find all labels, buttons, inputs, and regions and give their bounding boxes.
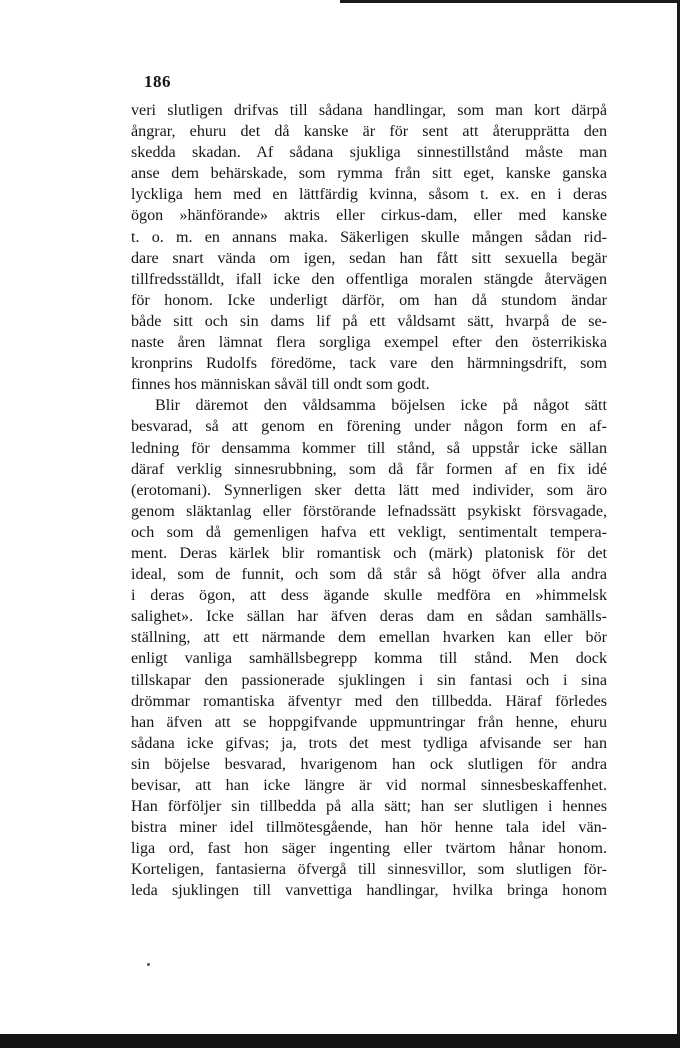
text-line: sin böjelse besvarad, hvarigenom han ock slutligen för andra <box>131 755 607 773</box>
text-line: genom släktanlag eller förstörande lefnadssätt psykiskt försvagade, <box>131 502 607 520</box>
text-line: och som då gemenligen hafva ett vekligt, sentimentalt tempera- <box>131 523 607 541</box>
text-line: liga ord, fast hon säger ingenting eller tvärtom hånar honom. <box>131 840 607 858</box>
text-line: enligt vanliga samhällsbegrepp komma till stånd. Men dock <box>131 650 607 668</box>
text-line: ångrar, ehuru det då kanske är för sent att återupprätta den <box>131 123 607 141</box>
text-line: finnes hos människan såväl till ondt som godt. <box>131 376 430 394</box>
text-line: för honom. Icke underligt därför, om han då stundom ändar <box>131 291 607 309</box>
paragraph <box>131 100 607 395</box>
text-line: Blir däremot den våldsamma böjelsen icke på något sätt <box>155 397 607 415</box>
scan-edge-top <box>340 0 680 3</box>
text-line: veri slutligen drifvas till sådana handlingar, som man kort därpå <box>131 102 607 119</box>
text-line: anse dem behärskade, som rymma från sitt eget, kanske ganska <box>131 165 607 183</box>
text-line: salighet». Icke sällan har äfven deras dam en sådan samhälls- <box>131 608 607 626</box>
text-line: drömmar romantiska äfventyr med den tillbedda. Häraf förledes <box>131 692 607 710</box>
scan-speck <box>147 963 150 966</box>
scan-edge-bottom <box>0 1034 680 1048</box>
text-line: ställning, att ett närmande dem emellan hvarken kan eller bör <box>131 629 607 647</box>
text-line: bevisar, att han icke längre är vid normal sinnesbeskaffenhet. <box>131 777 607 794</box>
text-line: ment. Deras kärlek blir romantisk och (märk) platonisk för det <box>131 544 607 562</box>
text-line: ideal, som de funnit, och som då står så högt öfver alla andra <box>131 566 607 584</box>
body-text <box>131 100 607 902</box>
text-line: kronprins Rudolfs föredöme, tack vare den härmningsdrift, som <box>131 355 607 373</box>
text-line: i deras ögon, att dess ägande skulle medföra en »himmelsk <box>131 587 607 605</box>
paragraph <box>131 395 607 901</box>
text-line: däraf verklig sinnesrubbning, som då får formen af en fix idé <box>131 460 607 478</box>
text-line: t. o. m. en annans maka. Säkerligen skulle mången sådan rid- <box>131 228 607 246</box>
text-line: besvarad, så att genom en förening under någon form en af- <box>131 418 607 436</box>
text-line: bistra miner idel tillmötesgående, han hör henne tala idel vän- <box>131 819 607 837</box>
text-line: både sitt och sin dams lif på ett våldsamt sätt, hvarpå de se- <box>131 312 607 330</box>
text-line: Korteligen, fantasierna öfvergå till sinnesvillor, som slutligen för- <box>131 861 607 879</box>
text-line: ögon »hänförande» aktris eller cirkus-dam, eller med kanske <box>131 207 607 225</box>
text-line: naste åren lämnat flera sorgliga exempel efter den österrikiska <box>131 334 607 352</box>
text-line: tillskapar den passionerade sjuklingen i sin fantasi och i sina <box>131 671 607 689</box>
text-line: lyckliga hem med en lättfärdig kvinna, såsom t. ex. en i deras <box>131 186 607 204</box>
page-number: 186 <box>144 72 171 91</box>
text-line: leda sjuklingen till vanvettiga handlingar, hvilka bringa honom <box>131 882 607 900</box>
text-line: (erotomani). Synnerligen sker detta lätt med individer, som äro <box>131 481 607 499</box>
text-line: Han förföljer sin tillbedda på alla sätt; han ser slutligen i hennes <box>131 798 607 816</box>
text-line: tillfredsställdt, ifall icke den offentliga moralen stängde återvägen <box>131 270 607 288</box>
text-line: dare snart vända om igen, sedan han fått sitt sexuella begär <box>131 249 607 267</box>
text-line: ledning för densamma kommer till stånd, så uppstår icke sällan <box>131 439 607 457</box>
text-line: sådana icke gifvas; ja, trots det mest tydliga afvisande ser han <box>131 734 607 752</box>
text-line: han äfven att se hoppgifvande uppmuntringar från henne, ehuru <box>131 713 607 731</box>
text-line: skedda skadan. Af sådana sjukliga sinnestillstånd måste man <box>131 144 607 162</box>
